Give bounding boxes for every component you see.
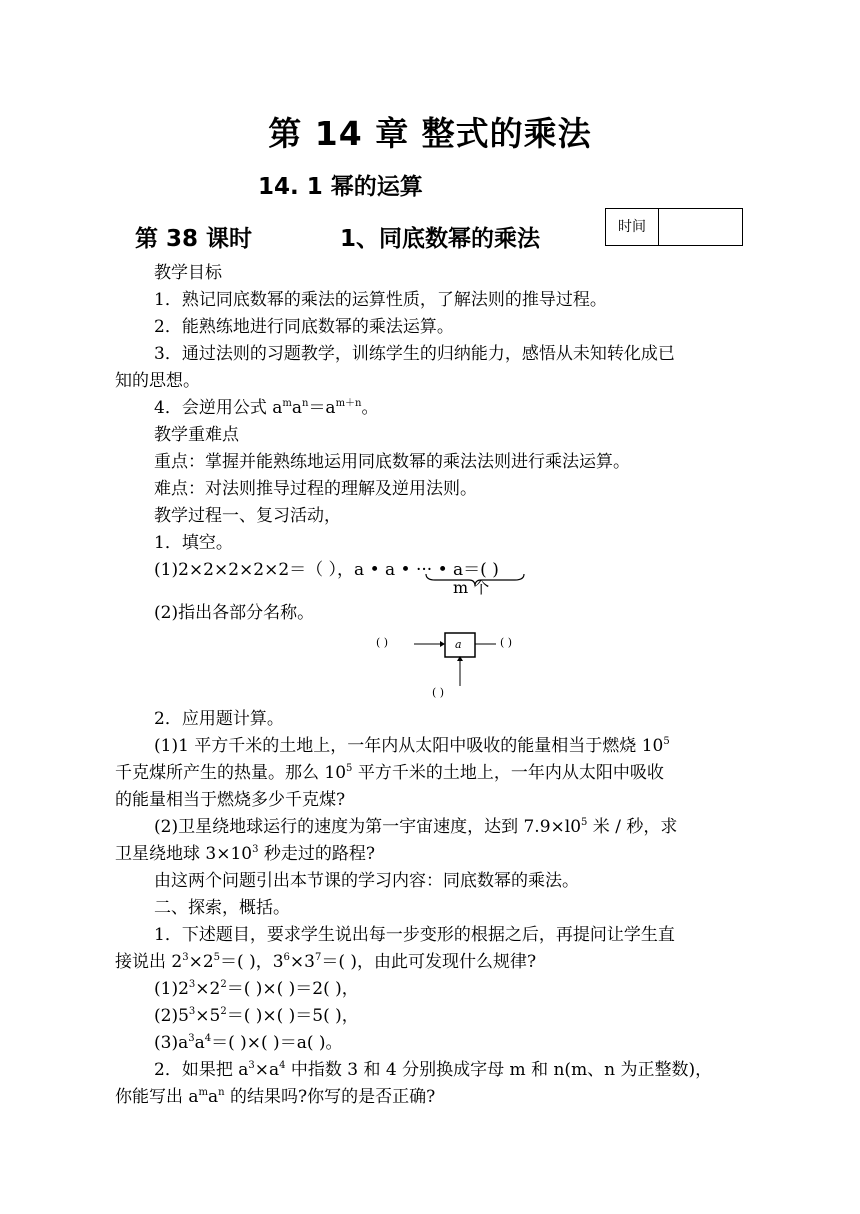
goal-3a: 3．通过法则的习题教学，训练学生的归纳能力，感悟从未知转化成已 (154, 344, 675, 364)
app-heading: 2．应用题计算。 (154, 709, 284, 729)
app-2b: 卫星绕地球 $3\times 10^3$ 秒走过的路程? (115, 844, 376, 864)
lesson-number: 第 38 课时 (135, 226, 253, 252)
process-heading: 教学过程一、复习活动， (154, 506, 341, 526)
fill-1: (1)2×2×2×2×2＝（ ），a • a • ··· • a＝( ) (154, 560, 499, 580)
goal-1: 1．熟记同底数幂的乘法的运算性质，了解法则的推导过程。 (154, 290, 607, 310)
app-1a: (1)1 平方千米的土地上，一年内从太阳中吸收的能量相当于燃烧 $10^5$ (154, 736, 670, 756)
fill-heading: 1．填空。 (154, 533, 233, 553)
figure-lines (372, 628, 552, 703)
app-2a: (2)卫星绕地球运行的速度为第一宇宙速度，达到 $7.9\times l0^5$ 米 / 秒，求 (154, 817, 678, 837)
goal-3b: 知的思想。 (115, 371, 200, 391)
app-1b: 千克煤所产生的热量。那么 $10^5$ 平方千米的土地上，一年内从太阳中吸收 (115, 763, 664, 783)
brace-label: m 个 (453, 578, 490, 597)
section-title: 14. 1 幂的运算 (258, 174, 423, 200)
exponent-blank: ( ) (500, 636, 513, 649)
lead-in: 由这两个问题引出本节课的学习内容：同底数幂的乘法。 (154, 871, 579, 891)
key-point: 重点：掌握并能熟练地运用同底数幂的乘法法则进行乘法运算。 (154, 452, 630, 472)
power-label: a (455, 638, 462, 651)
time-box (605, 208, 743, 246)
base-blank: ( ) (376, 636, 389, 649)
chapter-title: 第 14 章 整式的乘法 (268, 114, 592, 153)
goals-heading: 教学目标 (154, 263, 222, 283)
time-label: 时间 (606, 209, 659, 245)
key-heading: 教学重难点 (154, 425, 239, 445)
explore-heading: 二、探索，概括。 (154, 898, 290, 918)
goal-2: 2．能熟练地进行同底数幂的乘法运算。 (154, 317, 454, 337)
explore-2b: 你能写出 $a^ma^n$ 的结果吗?你写的是否正确? (115, 1087, 436, 1107)
power-parts-figure (372, 628, 552, 703)
app-1c: 的能量相当于燃烧多少千克煤? (115, 790, 346, 810)
question-1: $(1)2^3\times 2^2=$( )×( )＝2( )， (154, 979, 359, 999)
question-2: $(2)5^3\times 5^2=$( )×( )＝5( )， (154, 1006, 359, 1026)
fill-2: (2)指出各部分名称。 (154, 603, 315, 623)
lesson-title: 1、同底数幂的乘法 (340, 226, 541, 252)
power-blank: ( ) (432, 686, 445, 699)
difficult-point: 难点：对法则推导过程的理解及逆用法则。 (154, 479, 477, 499)
explore-1b: 接说出 $2^3\times 2^5=$( )，$3^6\times 3^7=$( )，由此可发现什么规律? (115, 952, 537, 972)
explore-2a: 2．如果把 $a^3\times a^4$ 中指数 3 和 4 分别换成字母 m 和 n(m、n 为正整数)， (154, 1060, 713, 1080)
question-3: $(3)a^3a^4=$( )×( )＝a( )。 (154, 1033, 343, 1053)
explore-1a: 1．下述题目，要求学生说出每一步变形的根据之后，再提问让学生直 (154, 925, 675, 945)
goal-4: 4．会逆用公式 $a^ma^n=a^{m+n}$。 (154, 398, 379, 418)
